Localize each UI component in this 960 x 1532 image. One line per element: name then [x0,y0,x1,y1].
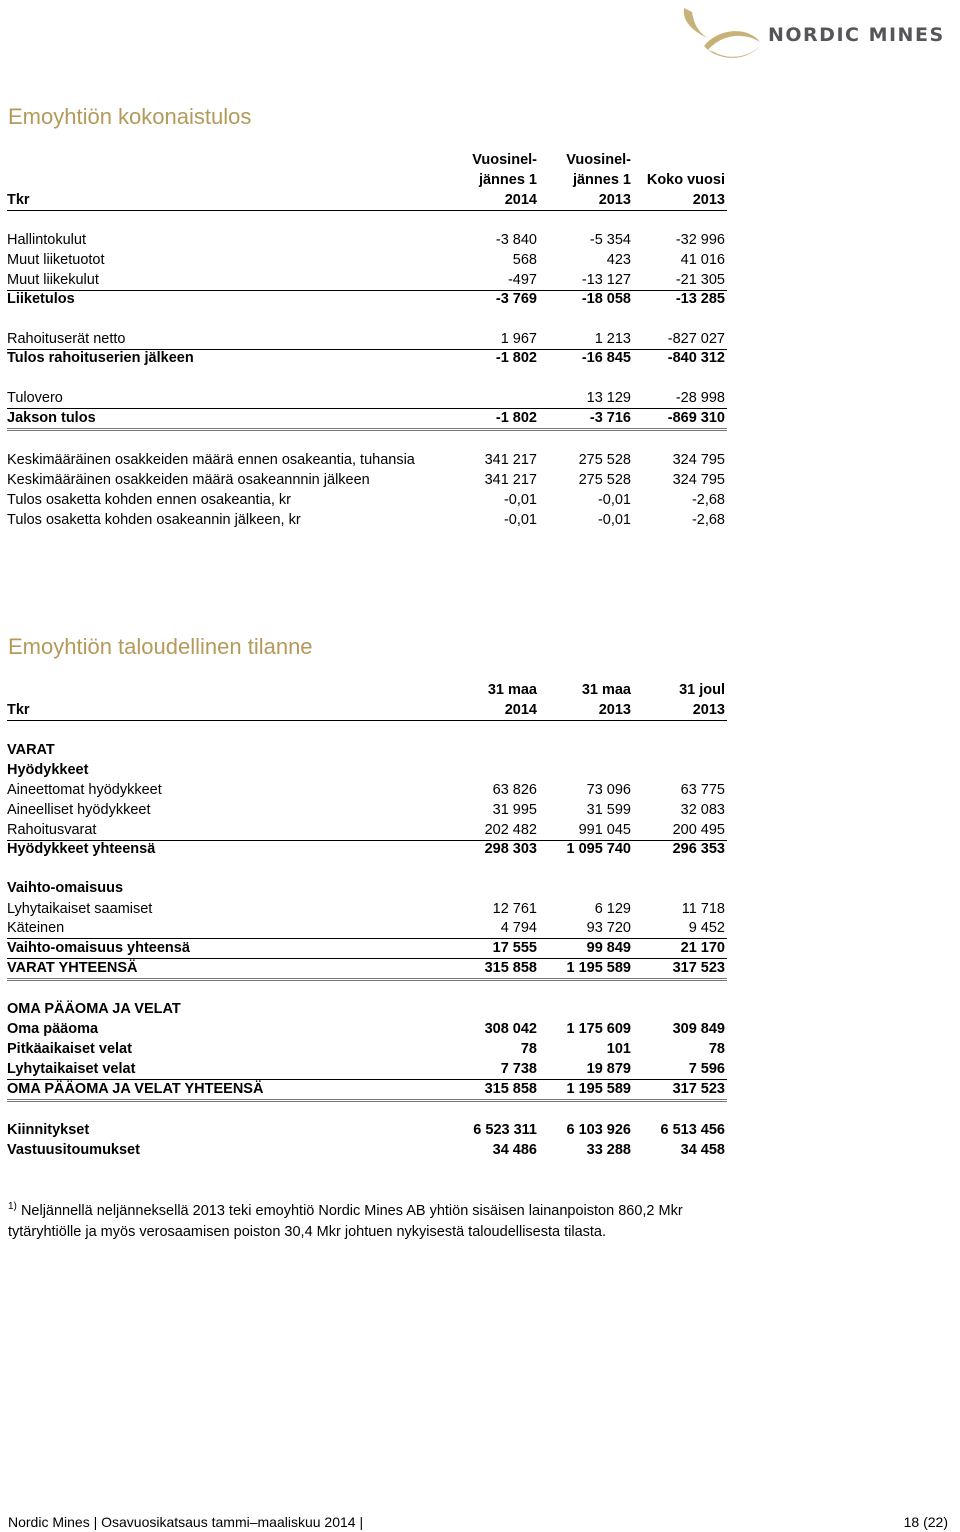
row-value-col3: -840 312 [667,350,725,366]
row-label: Tulos rahoituserien jälkeen [7,350,194,366]
balance-row [7,1019,727,1039]
row-value-col3: 309 849 [672,1021,725,1037]
row-value-col1: -1 802 [495,350,537,366]
row-value-col2: 1 213 [594,331,631,347]
row-value-col1: 202 482 [484,822,537,838]
row-label: Lyhytaikaiset velat [7,1061,136,1077]
row-value-col1: 1 967 [500,331,537,347]
row-value-col3: 324 795 [672,452,725,468]
balance-col1-header-line1: 31 maa [487,682,537,698]
row-value-col1: -1 802 [495,410,537,426]
row-value-col3: 7 596 [688,1061,725,1077]
income-col1-header-line3: 2014 [504,192,537,208]
footnote [8,1196,728,1243]
row-label: Oma pääoma [7,1021,99,1037]
row-value-col2: 6 129 [594,901,631,917]
balance-col3-header-line1: 31 joul [679,682,725,698]
row-label: Tulos osaketta kohden ennen osakeantia, kr [7,492,292,508]
row-label: Vastuusitoumukset [7,1142,140,1158]
balance-col3-header-line2: 2013 [692,702,725,718]
row-value-col2: -5 354 [589,232,631,248]
row-label: Keskimääräinen osakkeiden määrä ennen osakeantia, tuhansia [7,452,415,468]
balance-row [7,1120,727,1140]
income-section-title: Emoyhtiön kokonaistulos [8,104,252,129]
row-value-col2: 99 849 [586,940,631,956]
row-value-col2: 13 129 [586,390,631,406]
row-label: Rahoituserät netto [7,331,126,347]
balance-header-row-1 [7,680,727,700]
row-label: Hyödykkeet [7,762,89,778]
row-value-col3: -32 996 [675,232,725,248]
row-value-col1: 12 761 [492,901,537,917]
row-value-col2: 31 599 [586,802,631,818]
balance-section-heading [7,760,727,780]
income-col2-header-line3: 2013 [598,192,631,208]
row-value-col2: -0,01 [597,492,631,508]
row-value-col3: 63 775 [680,782,725,798]
income-row-total [7,348,727,368]
income-unit-label: Tkr [7,192,30,208]
balance-section-heading [7,740,727,760]
income-col2-header-line2: jännes 1 [572,172,631,188]
row-value-col1: 568 [512,252,537,268]
income-row [7,230,727,250]
row-label: VARAT [7,742,55,758]
row-value-col1: 4 794 [500,920,537,936]
balance-row [7,1140,727,1160]
row-value-col1: 78 [520,1041,537,1057]
balance-header-row-2 [7,700,727,721]
balance-row [7,820,727,841]
row-value-col3: 41 016 [680,252,725,268]
row-value-col3: -869 310 [667,410,725,426]
income-row-total [7,289,727,309]
balance-col2-header-line2: 2013 [598,702,631,718]
balance-section-heading [7,999,727,1019]
footnote-text: Neljännellä neljänneksellä 2013 teki emoyhtiö Nordic Mines AB yhtiön sisäisen lainanpoiston 860,2 Mkr tytäryhtiölle ja myös verosaamisen poiston 30,4 Mkr johtuen nykyisestä taloudellisesta tilasta. [8,1202,683,1240]
row-label: Käteinen [7,920,65,936]
balance-row-total [7,839,727,859]
row-label: Vaihto-omaisuus yhteensä [7,940,190,956]
row-label: Liiketulos [7,291,75,307]
row-value-col3: 32 083 [680,802,725,818]
income-col1-header-line2: jännes 1 [478,172,537,188]
nordic-mines-logo [674,2,960,74]
row-value-col2: 1 195 589 [566,960,631,976]
income-col1-header-line1: Vuosinel- [472,152,537,168]
balance-row [7,800,727,820]
balance-col1-header-line2: 2014 [504,702,537,718]
row-value-col3: 78 [708,1041,725,1057]
logo-mark-icon [674,2,770,74]
row-value-col2: 991 045 [578,822,631,838]
balance-col2-header-line1: 31 maa [581,682,631,698]
row-value-col3: 9 452 [688,920,725,936]
income-row [7,470,727,490]
row-label: Keskimääräinen osakkeiden määrä osakeannnin jälkeen [7,472,370,488]
row-value-col2: 275 528 [578,472,631,488]
row-value-col1: 315 858 [484,960,537,976]
row-value-col3: 11 718 [681,901,725,917]
balance-row [7,918,727,939]
income-header-row-3 [7,190,727,211]
footer-document-title: Nordic Mines | Osavuosikatsaus tammi–maaliskuu 2014 | [8,1514,364,1530]
row-value-col2: -16 845 [581,350,631,366]
row-value-col1: -497 [507,272,537,288]
logo-text: NORDIC MINES [768,24,945,46]
row-label: Lyhytaikaiset saamiset [7,901,153,917]
row-value-col1: -3 840 [495,232,537,248]
row-label: Rahoitusvarat [7,822,97,838]
row-label: Tulos osaketta kohden osakeannin jälkeen, kr [7,512,301,528]
row-value-col1: 6 523 311 [473,1122,537,1138]
income-header-row-2 [7,170,727,190]
row-value-col1: -3 769 [495,291,537,307]
row-value-col2: 1 095 740 [566,841,631,857]
row-value-col3: -2,68 [691,512,725,528]
row-value-col3: -827 027 [667,331,725,347]
balance-row-grand-total [7,958,727,981]
row-value-col1: 31 995 [492,802,537,818]
row-value-col2: 1 175 609 [566,1021,631,1037]
income-row [7,329,727,350]
balance-row [7,780,727,800]
row-value-col2: 33 288 [586,1142,631,1158]
row-value-col1: 308 042 [484,1021,537,1037]
row-value-col2: 73 096 [586,782,631,798]
row-value-col2: 275 528 [578,452,631,468]
balance-unit-label: Tkr [7,702,30,718]
balance-section-title: Emoyhtiön taloudellinen tilanne [8,634,313,659]
row-value-col1: 315 858 [484,1081,537,1097]
row-value-col2: 1 195 589 [566,1081,631,1097]
row-label: OMA PÄÄOMA JA VELAT [7,1001,181,1017]
row-value-col3: 317 523 [672,960,725,976]
row-value-col1: 341 217 [484,452,537,468]
row-label: OMA PÄÄOMA JA VELAT YHTEENSÄ [7,1081,264,1097]
row-label: Muut liiketuotot [7,252,105,268]
row-label: Muut liikekulut [7,272,99,288]
row-value-col3: 34 458 [680,1142,725,1158]
row-value-col3: 324 795 [672,472,725,488]
row-value-col2: -3 716 [589,410,631,426]
row-value-col2: 93 720 [586,920,631,936]
income-col2-header-line1: Vuosinel- [566,152,631,168]
row-value-col1: 7 738 [500,1061,537,1077]
row-value-col2: -0,01 [597,512,631,528]
row-value-col3: 21 170 [680,940,725,956]
balance-row-total [7,938,727,959]
income-row [7,490,727,510]
row-value-col1: 298 303 [484,841,537,857]
row-value-col1: -0,01 [503,492,537,508]
row-value-col3: -13 285 [675,291,725,307]
row-value-col2: -18 058 [581,291,631,307]
row-value-col2: 6 103 926 [566,1122,631,1138]
footnote-marker: 1) [8,1201,17,1212]
income-row-result [7,408,727,431]
row-label: VARAT YHTEENSÄ [7,960,138,976]
row-label: Aineettomat hyödykkeet [7,782,162,798]
row-value-col3: 296 353 [672,841,725,857]
row-value-col3: -2,68 [691,492,725,508]
footer-page-number: 18 (22) [903,1514,948,1530]
row-value-col1: 17 555 [492,940,537,956]
row-value-col1: -0,01 [503,512,537,528]
row-value-col2: 423 [606,252,631,268]
income-row [7,388,727,409]
row-label: Pitkäaikaiset velat [7,1041,132,1057]
balance-row-grand-total [7,1079,727,1102]
balance-row [7,1059,727,1080]
row-value-col2: 101 [606,1041,631,1057]
income-header-row-1 [7,150,727,170]
income-row [7,250,727,270]
row-value-col3: -28 998 [675,390,725,406]
row-value-col3: -21 305 [675,272,725,288]
row-label: Jakson tulos [7,410,96,426]
income-col3-header-line3: 2013 [692,192,725,208]
row-value-col1: 34 486 [492,1142,537,1158]
income-row [7,450,727,470]
row-value-col3: 6 513 456 [660,1122,725,1138]
row-value-col2: 19 879 [586,1061,631,1077]
row-value-col1: 63 826 [492,782,537,798]
row-label: Hallintokulut [7,232,86,248]
row-label: Kiinnitykset [7,1122,90,1138]
row-value-col3: 317 523 [672,1081,725,1097]
row-label: Vaihto-omaisuus [7,880,124,896]
income-row [7,270,727,291]
balance-section-heading [7,878,727,898]
row-value-col3: 200 495 [672,822,725,838]
row-label: Tulovero [7,390,63,406]
balance-row [7,1039,727,1059]
income-row [7,510,727,530]
row-value-col1: 341 217 [484,472,537,488]
row-label: Hyödykkeet yhteensä [7,841,156,857]
income-col3-header-line2: Koko vuosi [646,172,725,188]
balance-row [7,899,727,919]
row-value-col2: -13 127 [581,272,631,288]
row-label: Aineelliset hyödykkeet [7,802,151,818]
